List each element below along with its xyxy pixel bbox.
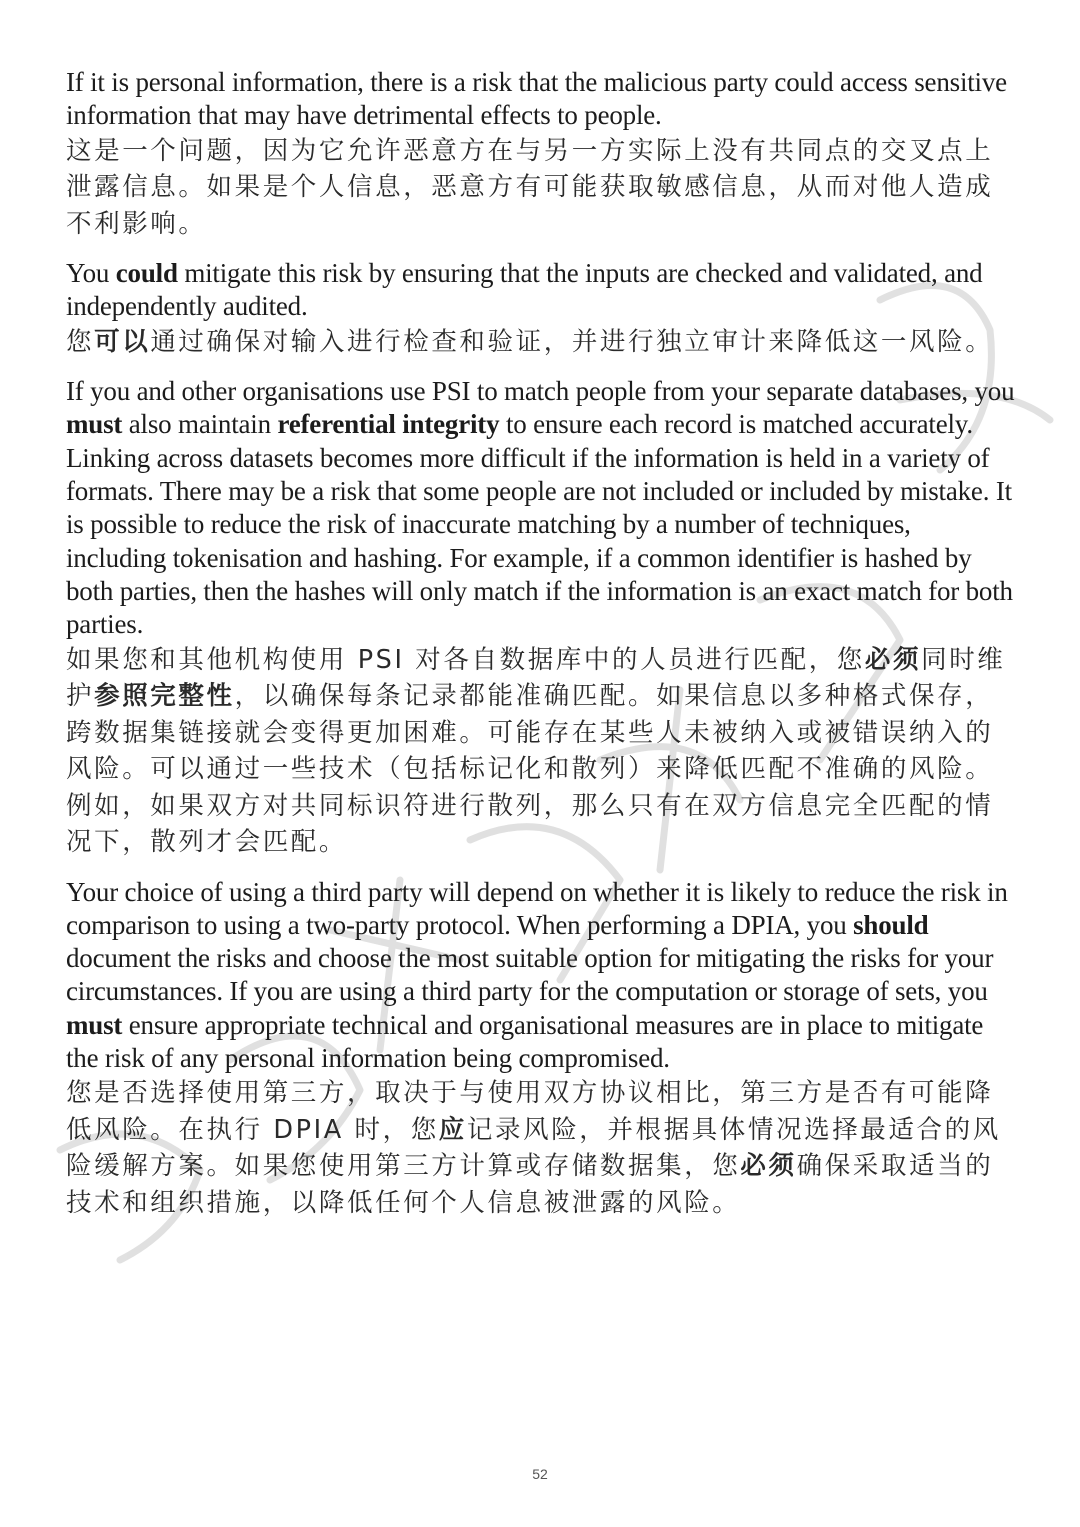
paragraph-zh-3: 如果您和其他机构使用 PSI 对各自数据库中的人员进行匹配，您必须同时维护参照完整性，以确保每条记录都能准确匹配。如果信息以多种格式保存，跨数据集链接就会变得更加困难。可能存在某些人未被纳入或被错误纳入的风险。可以通过一些技术（包括标记化和散列）来降低匹配不准确的风险。例如，如果双方对共同标识符进行散列，那么只有在双方信息完全匹配的情况下，散列才会匹配。 [66, 644, 1006, 858]
paragraph-en-1: If it is personal information, there is a risk that the malicious party could access sensitive information that may have detrimental effects to people. [66, 67, 1007, 131]
paragraph-en-2: You could mitigate this risk by ensuring that the inputs are checked and validated, and independently audited. [66, 258, 983, 322]
paragraph-zh-2: 您可以通过确保对输入进行检查和验证，并进行独立审计来降低这一风险。 [66, 326, 994, 357]
paragraph-en-4: Your choice of using a third party will depend on whether it is likely to reduce the risk in comparison to using a two-party protocol. When performing a DPIA, you should document the risks and choose the most suitable option for mitigating the risks for your circumstances. If you are using a third party for the computation or storage of sets, you must ensure appropriate technical and organisational measures are in place to mitigate the risk of any personal information being compromised. [66, 876, 1008, 1074]
paragraph-en-3: If you and other organisations use PSI to match people from your separate databases, you must also maintain referential integrity to ensure each record is matched accurately. Linking across datasets becomes more difficult if the information is held in a variety of formats. There may be a risk that some people are not included or included by mistake. It is possible to reduce the risk of inaccurate matching by a number of techniques, including tokenisation and hashing. For example, if a common identifier is hashed by both parties, then the hashes will only match if the information is an exact match for both parties. [66, 376, 1015, 640]
text-body [66, 66, 1016, 1221]
paragraph-zh-4: 您是否选择使用第三方，取决于与使用双方协议相比，第三方是否有可能降低风险。在执行 DPIA 时，您应记录风险，并根据具体情况选择最适合的风险缓解方案。如果您使用第三方计算或存储数据集，您必须确保采取适当的技术和组织措施，以降低任何个人信息被泄露的风险。 [66, 1078, 1001, 1218]
page-number: 52 [532, 1466, 548, 1482]
paragraph-zh-1: 这是一个问题，因为它允许恶意方在与另一方实际上没有共同点的交叉点上泄露信息。如果是个人信息，恶意方有可能获取敏感信息，从而对他人造成不利影响。 [66, 135, 994, 239]
